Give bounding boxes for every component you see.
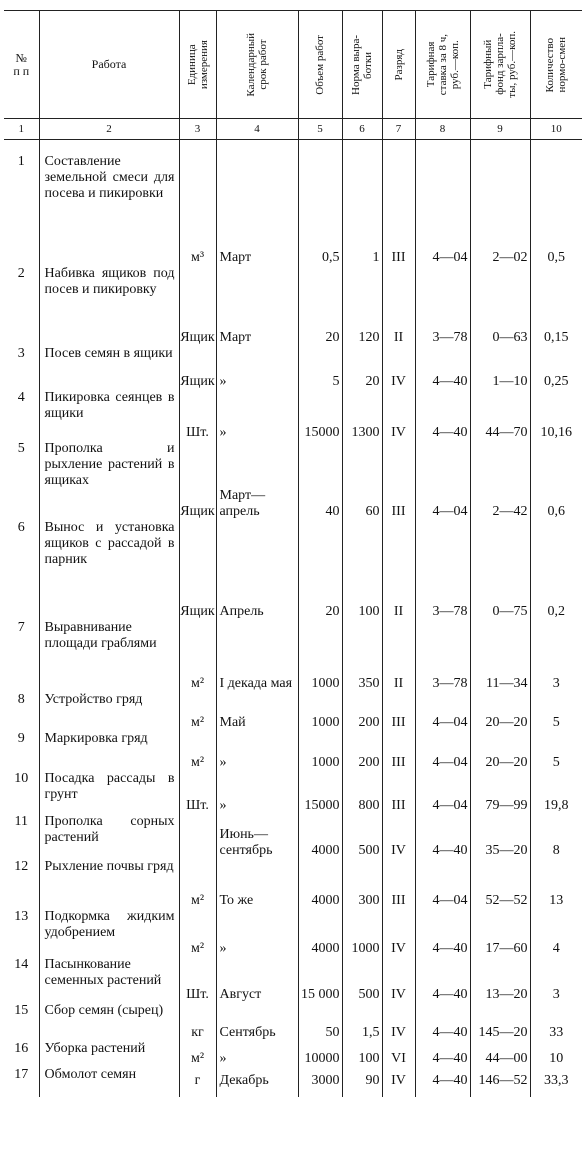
cell-row-number: 1 <box>17 154 25 169</box>
cell-row-number: 3 <box>17 346 25 361</box>
header-work: Работа <box>39 11 179 119</box>
cell-row-number: 17 <box>14 1067 29 1082</box>
table-row <box>4 520 582 620</box>
cell-rate: 4—04 <box>415 154 470 266</box>
cell-work-name: Рыхление почвы гряд <box>39 859 179 909</box>
cell-grade: IV <box>382 814 415 859</box>
cell-rate: 4—40 <box>415 957 470 1003</box>
cell-volume: 1000 <box>298 692 342 731</box>
cell-rate: 3—78 <box>415 520 470 620</box>
cell-shifts: 0,5 <box>530 154 582 266</box>
cell-shifts: 10 <box>530 1041 582 1067</box>
cell-volume: 1000 <box>298 731 342 771</box>
cell-volume: 4000 <box>298 909 342 957</box>
table-row <box>4 814 582 859</box>
cell-shifts: 3 <box>530 957 582 1003</box>
cell-work-name: Обмолот семян <box>39 1067 179 1089</box>
cell-norm: 1300 <box>342 390 382 441</box>
cell-rate: 4—04 <box>415 771 470 814</box>
cell-grade: III <box>382 771 415 814</box>
cell-work-name: Устройство гряд <box>39 692 179 731</box>
cell-norm: 1 <box>342 154 382 266</box>
cell-volume: 15 000 <box>298 957 342 1003</box>
cell-fund: 2—02 <box>470 154 530 266</box>
cell-term: Март <box>216 154 298 266</box>
cell-fund: 20—20 <box>470 692 530 731</box>
cell-work-name: Составление земельной смеси для посева и пикировки <box>39 154 179 266</box>
cell-unit: Ящик <box>179 266 216 346</box>
cell-fund: 11—34 <box>470 620 530 692</box>
table-row <box>4 1067 582 1089</box>
cell-rate: 4—40 <box>415 346 470 390</box>
cell-shifts: 33 <box>530 1003 582 1041</box>
header-norm: Норма выра- ботки <box>342 11 382 119</box>
cell-term: Апрель <box>216 520 298 620</box>
column-number: 1 <box>4 119 39 140</box>
cell-shifts: 33,3 <box>530 1067 582 1089</box>
table-row <box>4 692 582 731</box>
cell-volume: 0,5 <box>298 154 342 266</box>
cell-fund: 0—75 <box>470 520 530 620</box>
cell-term: » <box>216 390 298 441</box>
cell-norm: 500 <box>342 814 382 859</box>
cell-term: I декада мая <box>216 620 298 692</box>
cell-row-number: 15 <box>14 1003 29 1018</box>
header-rate: Тарифная ставка за 8 ч, руб.—коп. <box>415 11 470 119</box>
cell-term: Март <box>216 266 298 346</box>
column-number: 6 <box>342 119 382 140</box>
cell-work-name: Прополка сорных растений <box>39 814 179 859</box>
cell-norm: 350 <box>342 620 382 692</box>
cell-work-name: Прополка и рыхление растений в ящиках <box>39 441 179 520</box>
cell-grade: III <box>382 859 415 909</box>
cell-work-name: Посев семян в ящики <box>39 346 179 390</box>
cell-fund: 146—52 <box>470 1067 530 1089</box>
column-number: 8 <box>415 119 470 140</box>
cell-volume: 10000 <box>298 1041 342 1067</box>
cell-norm: 100 <box>342 1041 382 1067</box>
cell-row-number: 2 <box>17 266 25 281</box>
cell-volume: 20 <box>298 266 342 346</box>
cell-row-number: 12 <box>14 859 29 874</box>
cell-shifts: 19,8 <box>530 771 582 814</box>
cell-shifts: 8 <box>530 814 582 859</box>
cell-rate: 4—40 <box>415 1041 470 1067</box>
header-unit: Единица измерения <box>179 11 216 119</box>
cell-volume: 5 <box>298 346 342 390</box>
cell-grade: IV <box>382 1067 415 1089</box>
cell-term: Май <box>216 692 298 731</box>
header-num: № п п <box>4 11 39 119</box>
cell-grade: II <box>382 520 415 620</box>
cell-rate: 4—40 <box>415 1003 470 1041</box>
table-row <box>4 620 582 692</box>
table-row <box>4 266 582 346</box>
cell-row-number: 6 <box>17 520 25 535</box>
cell-fund: 145—20 <box>470 1003 530 1041</box>
cell-rate: 4—04 <box>415 441 470 520</box>
cell-volume: 3000 <box>298 1067 342 1089</box>
cell-grade: III <box>382 692 415 731</box>
cell-term: » <box>216 771 298 814</box>
cell-volume: 15000 <box>298 771 342 814</box>
cell-grade: III <box>382 731 415 771</box>
cell-grade: II <box>382 266 415 346</box>
cell-term: » <box>216 909 298 957</box>
cell-work-name: Набивка ящиков под посев и пикировку <box>39 266 179 346</box>
cell-work-name: Выравнивание площади граблями <box>39 620 179 692</box>
cell-fund: 17—60 <box>470 909 530 957</box>
table-row <box>4 731 582 771</box>
cell-unit: Ящик <box>179 441 216 520</box>
column-number: 2 <box>39 119 179 140</box>
cell-grade: III <box>382 154 415 266</box>
cell-work-name: Пасынкование семенных растений <box>39 957 179 1003</box>
cell-norm: 200 <box>342 731 382 771</box>
cell-term: То же <box>216 859 298 909</box>
header-fund: Тарифный фонд зарпла- ты, руб.—коп. <box>470 11 530 119</box>
cell-fund: 1—10 <box>470 346 530 390</box>
cell-volume: 50 <box>298 1003 342 1041</box>
table-row <box>4 154 582 266</box>
table-row <box>4 957 582 1003</box>
cell-work-name: Подкормка жидким удобрением <box>39 909 179 957</box>
cell-fund: 20—20 <box>470 731 530 771</box>
cell-term: » <box>216 346 298 390</box>
cell-unit: м² <box>179 692 216 731</box>
cell-shifts: 10,16 <box>530 390 582 441</box>
cell-grade: IV <box>382 346 415 390</box>
cell-unit: м² <box>179 859 216 909</box>
cell-volume: 20 <box>298 520 342 620</box>
cell-unit: Шт. <box>179 957 216 1003</box>
work-schedule-table <box>4 10 582 1097</box>
cell-fund: 35—20 <box>470 814 530 859</box>
cell-unit: м² <box>179 620 216 692</box>
cell-fund: 79—99 <box>470 771 530 814</box>
cell-volume: 1000 <box>298 620 342 692</box>
cell-grade: IV <box>382 957 415 1003</box>
table-row <box>4 909 582 957</box>
cell-norm: 300 <box>342 859 382 909</box>
cell-shifts: 5 <box>530 731 582 771</box>
cell-row-number: 11 <box>14 814 28 829</box>
header-shifts: Количество нормо-смен <box>530 11 582 119</box>
cell-fund: 0—63 <box>470 266 530 346</box>
cell-fund: 44—00 <box>470 1041 530 1067</box>
cell-rate: 3—78 <box>415 620 470 692</box>
column-number: 4 <box>216 119 298 140</box>
cell-work-name: Уборка растений <box>39 1041 179 1067</box>
cell-term: Июнь—сентябрь <box>216 814 298 859</box>
table-row <box>4 346 582 390</box>
column-number: 3 <box>179 119 216 140</box>
cell-volume: 4000 <box>298 814 342 859</box>
header-grade: Разряд <box>382 11 415 119</box>
cell-work-name: Маркировка гряд <box>39 731 179 771</box>
cell-row-number: 7 <box>17 620 25 635</box>
header-row <box>4 11 582 119</box>
cell-shifts: 5 <box>530 692 582 731</box>
cell-row-number: 10 <box>14 771 29 786</box>
cell-norm: 200 <box>342 692 382 731</box>
cell-fund: 13—20 <box>470 957 530 1003</box>
cell-term: » <box>216 1041 298 1067</box>
cell-volume: 15000 <box>298 390 342 441</box>
cell-rate: 4—04 <box>415 731 470 771</box>
cell-work-name: Сбор семян (сырец) <box>39 1003 179 1041</box>
cell-rate: 3—78 <box>415 266 470 346</box>
cell-unit <box>179 814 216 859</box>
cell-work-name: Вынос и установка ящиков с рассадой в парник <box>39 520 179 620</box>
cell-rate: 4—04 <box>415 859 470 909</box>
cell-row-number: 5 <box>17 441 25 456</box>
cell-unit: Шт. <box>179 771 216 814</box>
cell-term: Сентябрь <box>216 1003 298 1041</box>
cell-volume: 4000 <box>298 859 342 909</box>
cell-fund: 44—70 <box>470 390 530 441</box>
cell-norm: 120 <box>342 266 382 346</box>
cell-shifts: 3 <box>530 620 582 692</box>
cell-shifts: 0,15 <box>530 266 582 346</box>
cell-unit: м² <box>179 909 216 957</box>
cell-term: Март—апрель <box>216 441 298 520</box>
cell-work-name: Пикировка сеянцев в ящики <box>39 390 179 441</box>
cell-row-number: 4 <box>17 390 25 405</box>
cell-shifts: 0,2 <box>530 520 582 620</box>
cell-rate: 4—04 <box>415 692 470 731</box>
cell-fund: 52—52 <box>470 859 530 909</box>
cell-grade: IV <box>382 909 415 957</box>
column-number: 9 <box>470 119 530 140</box>
cell-norm: 1,5 <box>342 1003 382 1041</box>
cell-norm: 100 <box>342 520 382 620</box>
cell-unit: Ящик <box>179 520 216 620</box>
cell-grade: IV <box>382 390 415 441</box>
cell-term: Август <box>216 957 298 1003</box>
cell-norm: 1000 <box>342 909 382 957</box>
cell-rate: 4—40 <box>415 909 470 957</box>
cell-norm: 90 <box>342 1067 382 1089</box>
cell-row-number: 13 <box>14 909 29 924</box>
cell-term: » <box>216 731 298 771</box>
cell-row-number: 8 <box>17 692 25 707</box>
cell-shifts: 4 <box>530 909 582 957</box>
table-row <box>4 771 582 814</box>
cell-unit: м³ <box>179 154 216 266</box>
cell-rate: 4—40 <box>415 814 470 859</box>
cell-work-name: Посадка рассады в грунт <box>39 771 179 814</box>
cell-norm: 800 <box>342 771 382 814</box>
table-body <box>4 154 582 1097</box>
cell-unit: Шт. <box>179 390 216 441</box>
cell-unit: Ящик <box>179 346 216 390</box>
cell-term: Декабрь <box>216 1067 298 1089</box>
cell-grade: III <box>382 441 415 520</box>
column-number: 5 <box>298 119 342 140</box>
cell-grade: II <box>382 620 415 692</box>
cell-row-number: 9 <box>17 731 25 746</box>
header-term: Календарный срок работ <box>216 11 298 119</box>
cell-grade: VI <box>382 1041 415 1067</box>
cell-unit: г <box>179 1067 216 1089</box>
cell-norm: 500 <box>342 957 382 1003</box>
table-row <box>4 1041 582 1067</box>
cell-row-number: 14 <box>14 957 29 972</box>
cell-shifts: 13 <box>530 859 582 909</box>
cell-rate: 4—40 <box>415 1067 470 1089</box>
cell-rate: 4—40 <box>415 390 470 441</box>
cell-unit: м² <box>179 731 216 771</box>
cell-fund: 2—42 <box>470 441 530 520</box>
cell-unit: кг <box>179 1003 216 1041</box>
table-row <box>4 390 582 441</box>
table-row <box>4 441 582 520</box>
cell-shifts: 0,6 <box>530 441 582 520</box>
cell-volume: 40 <box>298 441 342 520</box>
cell-shifts: 0,25 <box>530 346 582 390</box>
cell-grade: IV <box>382 1003 415 1041</box>
header-volume: Объем работ <box>298 11 342 119</box>
cell-norm: 60 <box>342 441 382 520</box>
cell-row-number: 16 <box>14 1041 29 1056</box>
table-row <box>4 859 582 909</box>
column-number: 7 <box>382 119 415 140</box>
cell-norm: 20 <box>342 346 382 390</box>
table-row <box>4 1003 582 1041</box>
column-number-row <box>4 119 582 140</box>
cell-unit: м² <box>179 1041 216 1067</box>
column-number: 10 <box>530 119 582 140</box>
